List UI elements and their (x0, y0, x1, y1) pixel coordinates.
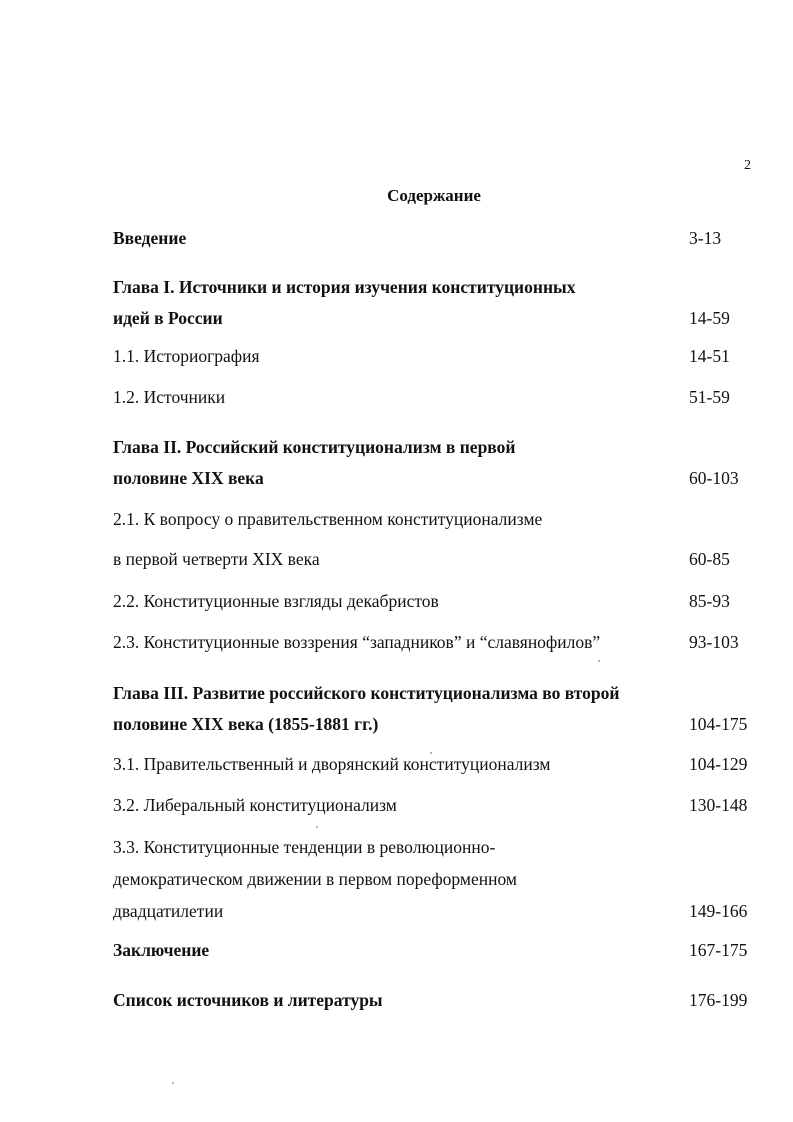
toc-chapter-3-line2: половине XIX века (1855-1881 гг.) (113, 714, 379, 734)
scan-speck (172, 1082, 174, 1084)
toc-pages-chapter-2: 60-103 (689, 468, 739, 488)
toc-pages-intro: 3-13 (689, 228, 722, 248)
toc-pages-section-2-3: 93-103 (689, 632, 739, 652)
toc-chapter-1-line2: идей в России (113, 308, 223, 328)
toc-pages-section-3-3: 149-166 (689, 901, 748, 921)
toc-chapter-1-line1: Глава I. Источники и история изучения конституционных (113, 277, 576, 297)
toc-section-1-2: 1.2. Источники (113, 387, 226, 407)
toc-entry-intro: Введение (113, 228, 187, 248)
toc-pages-chapter-3: 104-175 (689, 714, 748, 734)
toc-section-2-3: 2.3. Конституционные воззрения “западников” и “славянофилов” (113, 632, 601, 652)
toc-entry-conclusion: Заключение (113, 940, 210, 960)
toc-section-2-2: 2.2. Конституционные взгляды декабристов (113, 591, 439, 611)
toc-section-3-1: 3.1. Правительственный и дворянский конституционализм (113, 754, 551, 774)
toc-pages-section-3-2: 130-148 (689, 795, 748, 815)
toc-chapter-2-line1: Глава II. Российский конституционализм в первой (113, 437, 516, 457)
toc-section-3-3-line2: демократическом движении в первом пореформенном (113, 869, 517, 889)
toc-section-3-3-line3: двадцатилетии (113, 901, 224, 921)
toc-section-2-1-line2: в первой четверти XIX века (113, 549, 320, 569)
page-number: 2 (744, 158, 751, 173)
toc-pages-bibliography: 176-199 (689, 990, 748, 1010)
toc-pages-conclusion: 167-175 (689, 940, 748, 960)
toc-pages-section-2-1: 60-85 (689, 549, 730, 569)
toc-chapter-3-line1: Глава III. Развитие российского конституционализма во второй (113, 683, 620, 703)
toc-pages-section-3-1: 104-129 (689, 754, 748, 774)
toc-section-1-1: 1.1. Историография (113, 346, 260, 366)
toc-entry-bibliography: Список источников и литературы (113, 990, 383, 1010)
scan-speck (430, 752, 432, 754)
toc-pages-section-1-1: 14-51 (689, 346, 730, 366)
toc-section-3-2: 3.2. Либеральный конституционализм (113, 795, 397, 815)
scan-speck (598, 660, 600, 662)
toc-chapter-2-line2: половине XIX века (113, 468, 264, 488)
toc-section-3-3-line1: 3.3. Конституционные тенденции в революционно- (113, 837, 496, 857)
scan-speck (316, 826, 318, 828)
toc-section-2-1-line1: 2.1. К вопросу о правительственном конституционализме (113, 509, 543, 529)
toc-pages-chapter-1: 14-59 (689, 308, 730, 328)
page-title: Содержание (387, 186, 481, 205)
toc-pages-section-2-2: 85-93 (689, 591, 730, 611)
toc-pages-section-1-2: 51-59 (689, 387, 730, 407)
